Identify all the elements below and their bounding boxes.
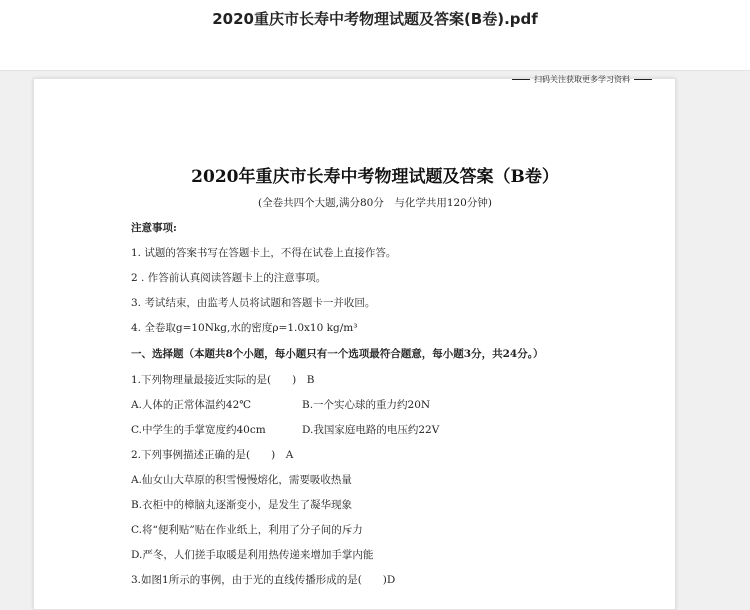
- notice-heading: 注意事项:: [131, 222, 177, 234]
- notice-item: 2 . 作答前认真阅读答题卡上的注意事项。: [131, 272, 327, 284]
- question-option: C.将“便利贴”贴在作业纸上，利用了分子间的斥力: [131, 524, 363, 536]
- section-heading: 一、选择题（本题共8个小题，每小题只有一个选项最符合题意，每小题3分，共24分。）: [131, 348, 544, 360]
- question-option: A.人体的正常体温约42℃: [131, 399, 252, 411]
- question-option: D.我国家庭电路的电压约22V: [302, 424, 440, 436]
- file-title: 2020重庆市长寿中考物理试题及答案(B卷).pdf: [212, 10, 538, 28]
- notice-item: 3. 考试结束，由监考人员将试题和答题卡一并收回。: [131, 297, 376, 309]
- promo-banner: [0, 74, 656, 85]
- paper-title: 2020年重庆市长寿中考物理试题及答案（B卷）: [191, 167, 559, 187]
- banner-rule-left: [512, 79, 530, 80]
- question-stem: 1.下列物理量最接近实际的是( ) B: [131, 374, 315, 386]
- viewer-header: [0, 0, 750, 71]
- notice-item: 4. 全卷取g=10Nkg,水的密度ρ=1.0x10 kg/m³: [131, 322, 358, 334]
- question-stem: 2.下列事例描述正确的是( ) A: [131, 449, 294, 461]
- question-option: D.严冬，人们搓手取暖是利用热传递来增加手掌内能: [131, 549, 374, 561]
- banner-rule-right: [634, 79, 652, 80]
- question-option: C.中学生的手掌宽度约40cm: [131, 424, 266, 436]
- question-option: B.衣柜中的樟脑丸逐渐变小，是发生了凝华现象: [131, 499, 353, 511]
- question-option: A.仙女山大草原的积雪慢慢熔化，需要吸收热量: [131, 474, 352, 486]
- question-stem: 3.如图1所示的事例，由于光的直线传播形成的是( )D: [131, 574, 396, 586]
- notice-item: 1. 试题的答案书写在答题卡上，不得在试卷上直接作答。: [131, 247, 397, 259]
- question-option: B.一个实心球的重力约20N: [302, 399, 431, 411]
- paper-subtitle: (全卷共四个大题,满分80分 与化学共用120分钟): [258, 197, 492, 209]
- banner-text: 扫码关注获取更多学习资料: [534, 75, 630, 84]
